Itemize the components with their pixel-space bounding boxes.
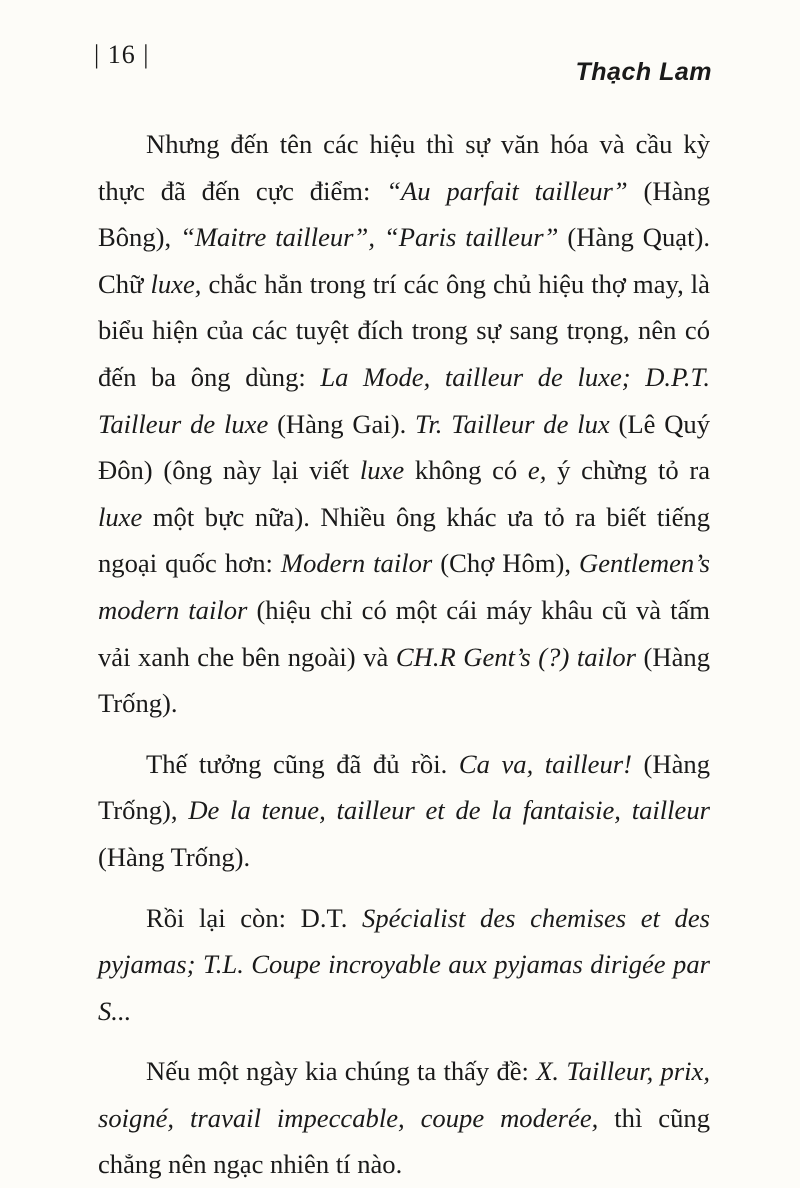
italic-segment: Modern tailor <box>280 548 433 579</box>
italic-segment: Spécialist des chemises et des pyjamas; T.L. Coupe incroyable aux pyjamas dirigée par S... <box>98 902 710 1026</box>
italic-segment: X. Tailleur, prix, soigné, travail impeccable, coupe moderée, <box>98 1056 710 1133</box>
paragraph <box>98 895 710 1035</box>
text-segment: (Chợ Hôm), <box>432 548 580 579</box>
text-segment: (Hàng Gai). <box>268 408 416 439</box>
page-number: | 16 | <box>94 40 150 69</box>
paragraph <box>98 121 710 727</box>
text-segment: (Hàng Quạt). Chữ <box>98 222 710 299</box>
text-segment: Nhưng đến tên các hiệu thì sự văn hóa và cầu kỳ thực đã đến cực điểm: <box>98 129 710 206</box>
text-segment: (Lê Quý Đôn) (ông này lại viết <box>98 408 710 486</box>
italic-segment: luxe <box>98 501 143 532</box>
text-segment: (Hàng Trống), <box>98 748 711 826</box>
text-segment: (Hàng Trống). <box>98 641 711 719</box>
paragraph <box>98 1048 710 1188</box>
italic-segment: Ca va, tailleur! <box>458 748 632 779</box>
text-segment: ý chừng tỏ ra <box>546 455 711 486</box>
text-segment: Nếu một ngày kia chúng ta thấy đề: <box>146 1056 537 1087</box>
italic-segment: La Mode, tailleur de luxe; D.P.T. Tailleur de luxe <box>98 361 710 439</box>
text-segment: (Hàng Trống). <box>98 841 251 872</box>
text-segment: chắc hẳn trong trí các ông chủ hiệu thợ may, là biểu hiện của các tuyệt đích trong sự sang trọng, nên có đến ba ông dùng: <box>98 268 710 392</box>
italic-segment: CH.R Gent’s (?) tailor <box>395 641 636 672</box>
italic-segment: Tr. Tailleur de lux <box>415 408 610 439</box>
text-segment: không có <box>404 455 528 486</box>
italic-segment: “Maitre tailleur”, “Paris tailleur” <box>180 222 559 253</box>
italic-segment: De la tenue, tailleur et de la fantaisie, tailleur <box>188 795 710 826</box>
italic-segment: Gentlemen’s modern tailor <box>98 548 710 625</box>
italic-segment: luxe, <box>150 268 202 299</box>
text-segment: Thế tưởng cũng đã đủ rồi. <box>146 748 459 779</box>
italic-segment: e, <box>527 455 547 486</box>
text-segment: thì cũng chẳng nên ngạc nhiên tí nào. <box>98 1102 710 1180</box>
running-header-author: Thạch Lam <box>575 58 712 86</box>
paragraph <box>98 741 710 881</box>
body-text <box>98 121 710 1188</box>
text-segment: một bực nữa). Nhiều ông khác ưa tỏ ra biết tiếng ngoại quốc hơn: <box>98 501 710 579</box>
text-segment: (hiệu chỉ có một cái máy khâu cũ và tấm vải xanh che bên ngoài) và <box>98 594 710 672</box>
italic-segment: luxe <box>359 455 405 486</box>
text-segment: Rồi lại còn: D.T. <box>146 902 363 933</box>
italic-segment: “Au parfait tailleur” <box>386 175 628 206</box>
text-segment: (Hàng Bông), <box>98 175 710 253</box>
